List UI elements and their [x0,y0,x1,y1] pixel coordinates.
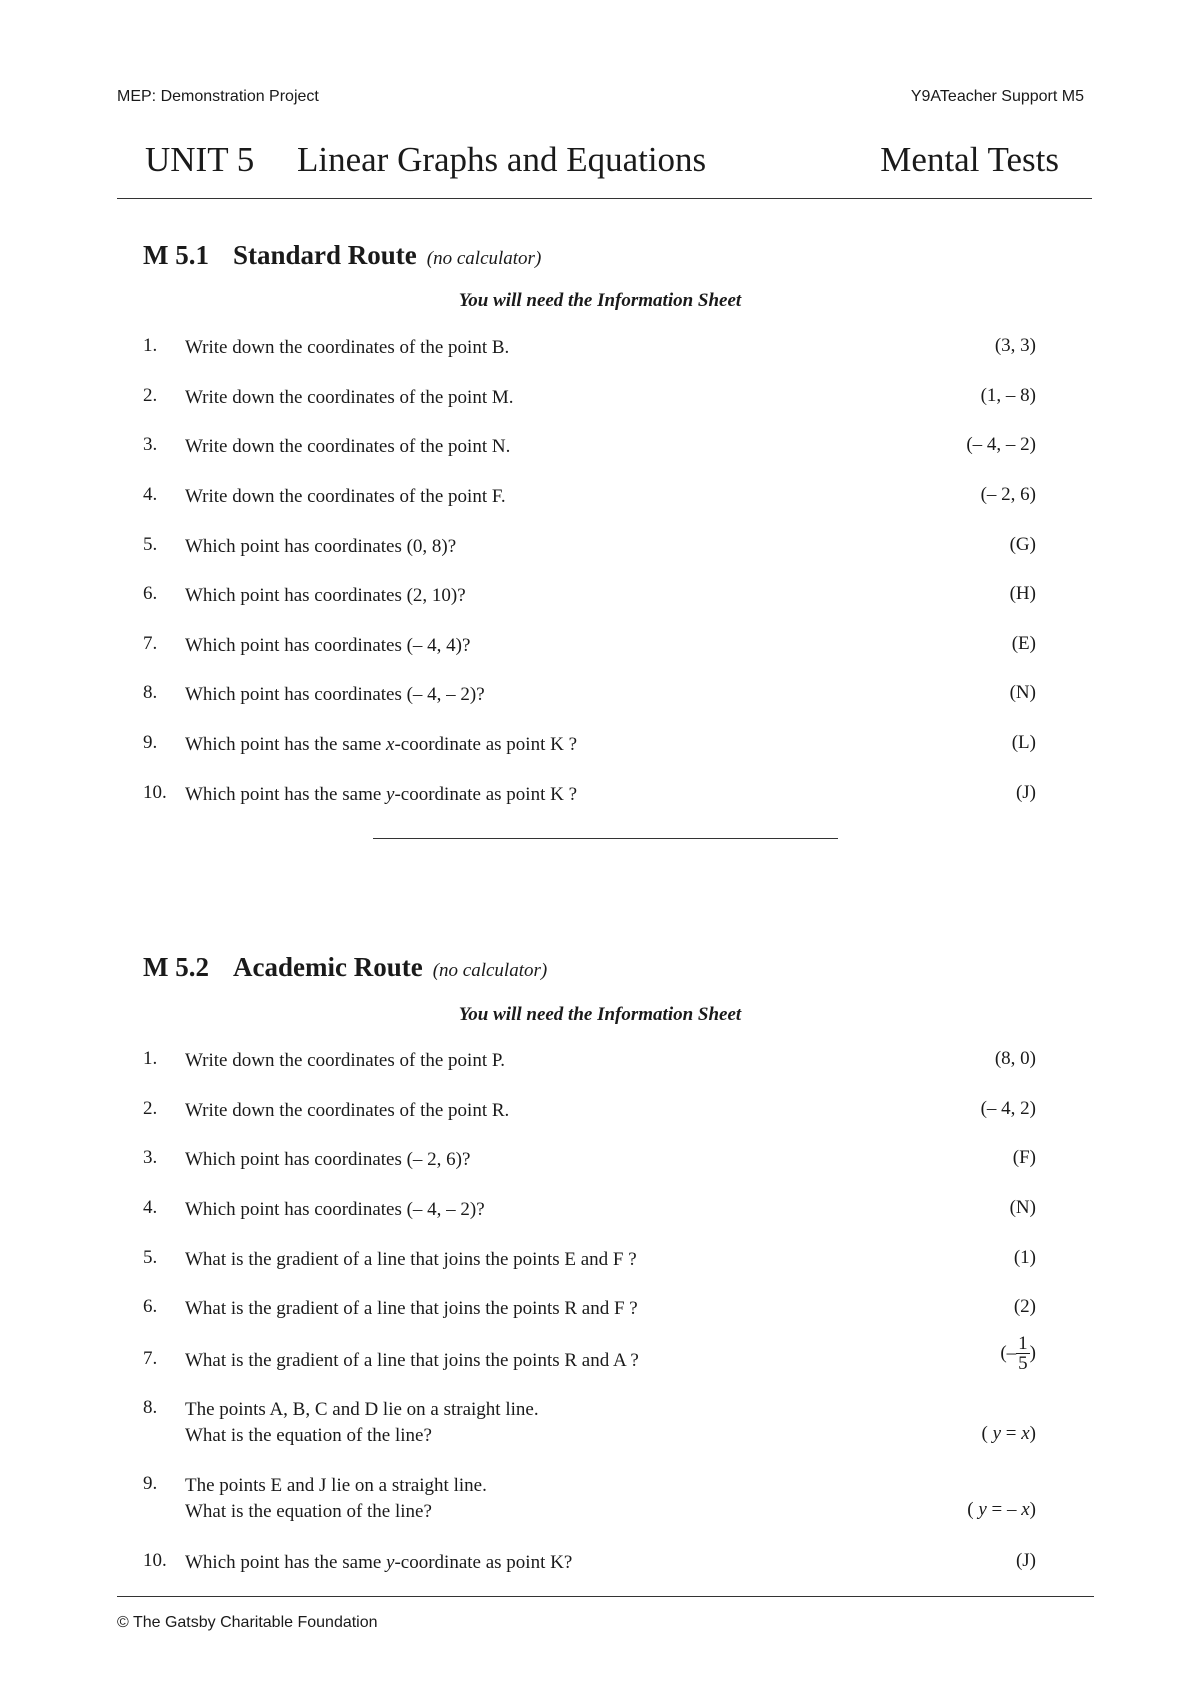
question-text: Which point has coordinates (0, 8)? [185,536,457,557]
answer-variable: y [978,1499,987,1520]
question-answer: (H) [1009,583,1036,604]
question-number: 6. [143,1296,158,1317]
question-answer: (N) [1009,682,1036,703]
question-text: Write down the coordinates of the point R. [185,1100,510,1121]
question-text: Which point has coordinates (– 4, 4)? [185,635,471,656]
section-name: Standard Route [233,240,417,270]
mental-tests-title: Mental Tests [880,140,1059,179]
info-sheet-note: You will need the Information Sheet [458,1004,742,1025]
question-number: 3. [143,434,158,455]
question-text-part: -coordinate as point K ? [394,784,578,805]
question-number: 2. [143,1098,158,1119]
question-text-part: Which point has the same [185,784,387,805]
section-code: M 5.2 [143,952,209,982]
question-text [185,782,577,808]
footer-divider [117,1596,1094,1597]
section-title-standard [143,240,541,271]
footer-copyright: © The Gatsby Charitable Foundation [117,1614,378,1631]
question-number: 1. [143,335,158,356]
question-answer: (N) [1009,1197,1036,1218]
question-text-part: Which point has the same [185,1552,387,1573]
question-answer: (J) [1015,782,1036,803]
question-line: What is the equation of the line? [185,1425,432,1446]
question-number: 7. [143,1348,158,1369]
question-text: Write down the coordinates of the point N. [185,436,511,457]
fraction-numerator: 1 [1018,1333,1028,1354]
question-text: Write down the coordinates of the point F. [185,486,506,507]
answer-part: ) [1029,1342,1036,1364]
question-answer: (2) [1013,1296,1036,1317]
question-text [185,1550,572,1576]
answer-variable: x [1021,1423,1030,1444]
question-answer: (– 4, – 2) [966,434,1036,455]
question-text: What is the gradient of a line that joins the points R and F ? [185,1298,638,1319]
question-number: 8. [143,1397,158,1418]
question-text: Write down the coordinates of the point M. [185,387,514,408]
question-text [185,1397,539,1449]
question-text [185,1473,487,1525]
question-number: 7. [143,633,158,654]
question-number: 4. [143,1197,158,1218]
question-answer [982,1423,1037,1445]
info-sheet-note: You will need the Information Sheet [458,290,742,311]
answer-part: ) [1029,1499,1036,1520]
header-project: MEP: Demonstration Project [117,88,319,105]
question-answer: (J) [1015,1550,1036,1571]
question-variable: y [386,784,395,805]
section-name: Academic Route [233,952,423,982]
question-text: What is the gradient of a line that joins the points E and F ? [185,1249,637,1270]
question-text: Write down the coordinates of the point P. [185,1050,506,1071]
question-number: 4. [143,484,158,505]
question-answer: (1, – 8) [980,385,1036,406]
question-number: 9. [143,732,158,753]
answer-part: ( [981,1423,993,1444]
question-text: What is the gradient of a line that joins the points R and A ? [185,1350,639,1371]
section-divider [373,838,838,839]
question-number: 6. [143,583,158,604]
section-note: (no calculator) [426,248,542,269]
answer-part: ) [1029,1423,1036,1444]
question-variable: y [386,1552,395,1573]
question-line: The points A, B, C and D lie on a straight line. [185,1399,539,1420]
question-text: Which point has coordinates (– 4, – 2)? [185,1199,485,1220]
question-text [185,732,577,758]
question-line: The points E and J lie on a straight line. [185,1475,487,1496]
question-answer: (3, 3) [994,335,1036,356]
question-number: 8. [143,682,158,703]
section-title-academic [143,952,547,983]
header-support: Y9ATeacher Support M5 [910,88,1084,105]
question-number: 10. [143,1550,167,1571]
answer-variable: x [1021,1499,1030,1520]
fraction-denominator: 5 [1018,1353,1028,1374]
question-number: 5. [143,1247,158,1268]
question-answer: (F) [1012,1147,1036,1168]
header-divider [117,198,1092,199]
question-answer: (– 4, 2) [980,1098,1036,1119]
question-number: 1. [143,1048,158,1069]
unit-number: UNIT 5 [145,140,255,179]
question-number: 3. [143,1147,158,1168]
question-answer: (1) [1013,1247,1036,1268]
unit-title [145,140,706,180]
fraction [1016,1334,1030,1373]
answer-part: = [1001,1423,1022,1444]
question-answer: (– 2, 6) [980,484,1036,505]
question-variable: x [386,734,395,755]
question-line: What is the equation of the line? [185,1501,432,1522]
question-text-part: -coordinate as point K? [394,1552,573,1573]
section-code: M 5.1 [143,240,209,270]
question-number: 5. [143,534,158,555]
answer-part: (– [1000,1342,1017,1364]
question-answer [967,1499,1036,1521]
question-text: Which point has coordinates (– 2, 6)? [185,1149,471,1170]
question-text-part: -coordinate as point K ? [394,734,578,755]
answer-variable: y [992,1423,1002,1444]
question-text: Write down the coordinates of the point B. [185,337,510,358]
question-answer: (8, 0) [994,1048,1036,1069]
question-number: 10. [143,782,167,803]
question-answer: (G) [1009,534,1036,555]
question-text-part: Which point has the same [185,734,387,755]
unit-topic: Linear Graphs and Equations [297,140,707,179]
answer-part: = – [986,1499,1022,1520]
section-note: (no calculator) [432,960,548,981]
question-number: 9. [143,1473,158,1494]
question-answer [1000,1334,1036,1373]
question-number: 2. [143,385,158,406]
question-answer: (E) [1011,633,1036,654]
question-text: Which point has coordinates (2, 10)? [185,585,466,606]
question-answer: (L) [1011,732,1036,753]
answer-part: ( [967,1499,979,1520]
question-text: Which point has coordinates (– 4, – 2)? [185,684,485,705]
